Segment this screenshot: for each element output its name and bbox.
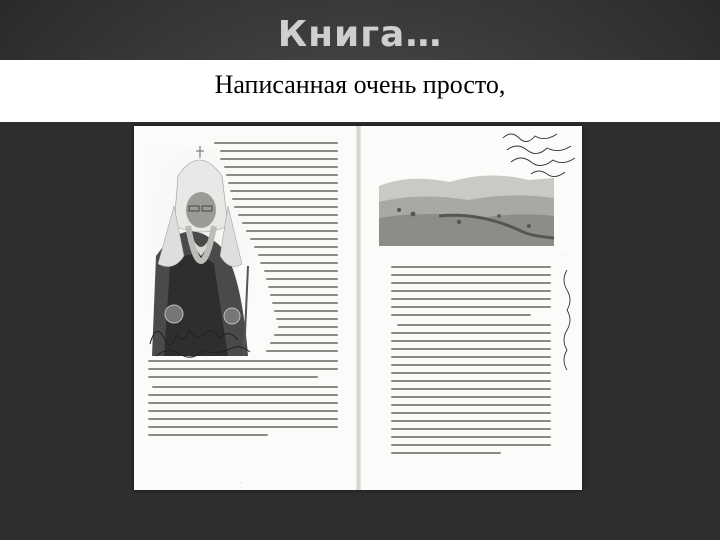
slide-title: Книга…	[277, 14, 443, 55]
signature	[146, 316, 256, 360]
handwritten-note	[501, 128, 581, 188]
left-page-number: ·	[240, 480, 242, 486]
right-page-marker: ·	[565, 252, 567, 258]
left-page	[134, 126, 356, 490]
side-handwritten-note	[557, 266, 579, 376]
slide-subtitle: Написанная очень просто,	[214, 70, 506, 99]
book-photo	[134, 126, 582, 490]
right-page	[361, 126, 582, 490]
